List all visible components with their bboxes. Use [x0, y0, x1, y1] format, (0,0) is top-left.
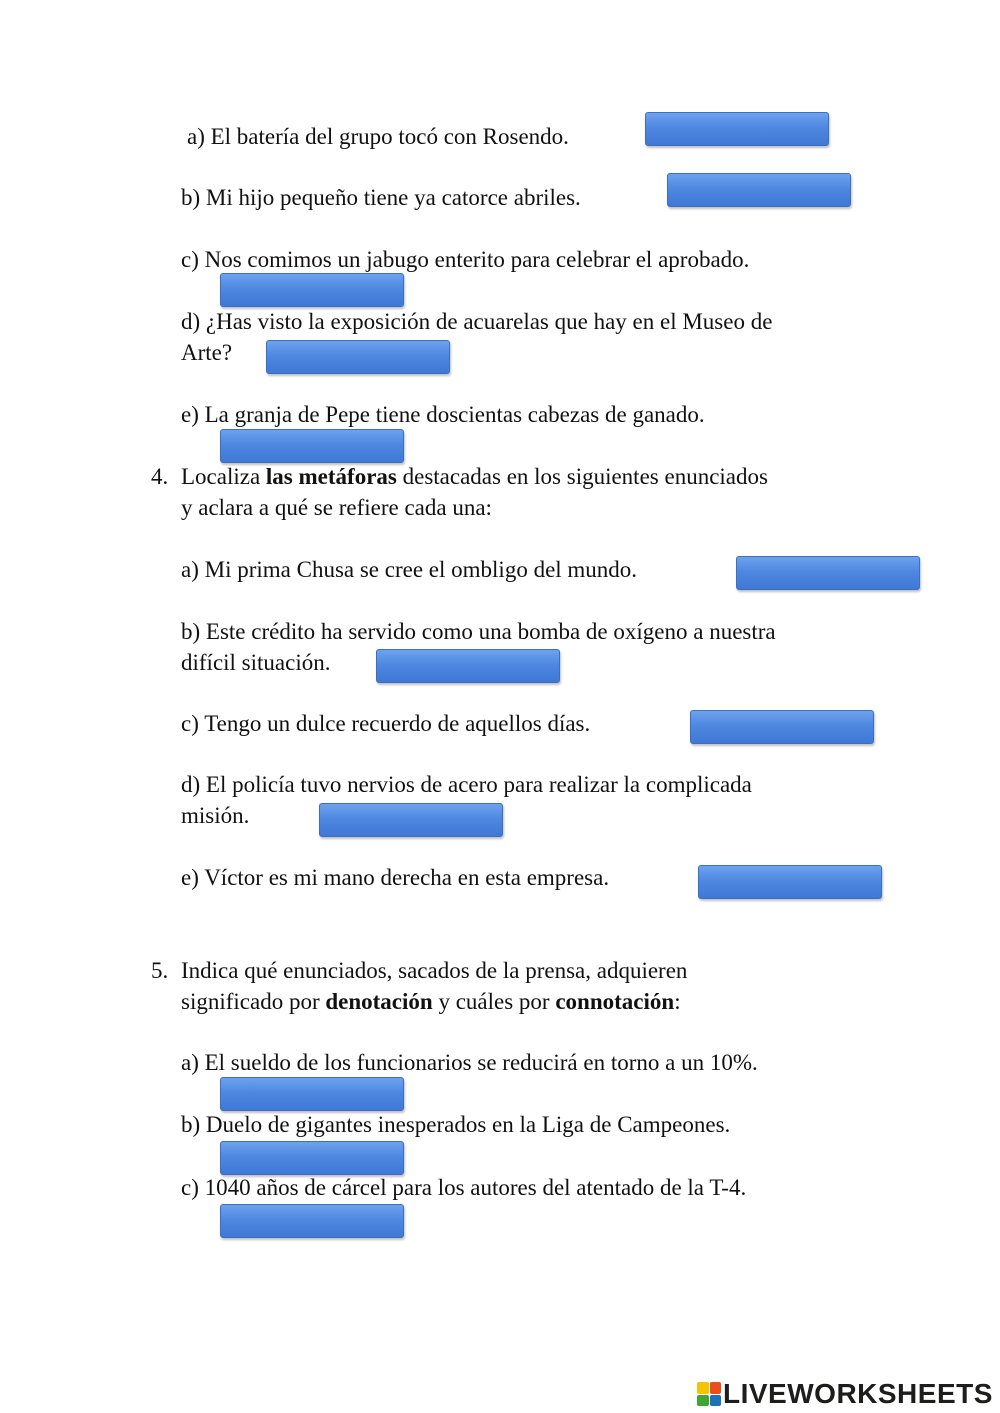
question-5-prompt-part-b: y cuáles por	[432, 989, 556, 1014]
question-5-prompt-part-a: significado por	[181, 989, 326, 1014]
answer-box-prev-a[interactable]	[645, 112, 829, 146]
liveworksheets-logo-text: LIVEWORKSHEETS	[723, 1378, 993, 1409]
logo-square-2	[710, 1382, 722, 1394]
q5-answer-box-b[interactable]	[220, 1141, 404, 1175]
answer-box-prev-d[interactable]	[266, 340, 450, 374]
logo-square-4	[710, 1395, 722, 1407]
item-prev-d-line1: d) ¿Has visto la exposición de acuarelas que hay en el Museo de	[181, 309, 773, 334]
question-5-bold-connotacion: connotación	[555, 989, 675, 1014]
answer-box-prev-c[interactable]	[220, 273, 404, 307]
q5-item-b: b) Duelo de gigantes inesperados en la Liga de Campeones.	[181, 1112, 731, 1137]
q4-answer-box-d[interactable]	[319, 803, 503, 837]
q4-answer-box-b[interactable]	[376, 649, 560, 683]
question-4-prompt-line1	[181, 461, 768, 492]
q4-answer-box-e[interactable]	[698, 865, 882, 899]
answer-box-prev-b[interactable]	[667, 173, 851, 207]
question-5-prompt-line1: Indica qué enunciados, sacados de la prensa, adquieren	[181, 958, 688, 983]
item-prev-d-line2: Arte?	[181, 340, 233, 365]
item-prev-b: b) Mi hijo pequeño tiene ya catorce abriles.	[181, 185, 581, 210]
question-5-number: 5.	[151, 958, 169, 983]
q4-answer-box-a[interactable]	[736, 556, 920, 590]
question-5-bold-denotacion: denotación	[325, 989, 433, 1014]
q4-item-a: a) Mi prima Chusa se cree el ombligo del mundo.	[181, 557, 638, 582]
q5-answer-box-c[interactable]	[220, 1204, 404, 1238]
liveworksheets-logo	[697, 1378, 993, 1410]
item-prev-a: a) El batería del grupo tocó con Rosendo.	[187, 124, 569, 149]
answer-box-prev-e[interactable]	[220, 429, 404, 463]
q5-item-c: c) 1040 años de cárcel para los autores del atentado de la T-4.	[181, 1175, 747, 1200]
item-prev-c: c) Nos comimos un jabugo enterito para celebrar el aprobado.	[181, 247, 750, 272]
question-4-prompt-line2: y aclara a qué se refiere cada una:	[181, 495, 492, 520]
q4-item-b-line2: difícil situación.	[181, 650, 331, 675]
q5-item-a: a) El sueldo de los funcionarios se reducirá en torno a un 10%.	[181, 1050, 758, 1075]
logo-square-1	[697, 1382, 709, 1394]
q4-item-d-line2: misión.	[181, 803, 250, 828]
q4-item-b-line1: b) Este crédito ha servido como una bomba de oxígeno a nuestra	[181, 619, 776, 644]
q4-item-e: e) Víctor es mi mano derecha en esta empresa.	[181, 865, 610, 890]
q5-answer-box-a[interactable]	[220, 1077, 404, 1111]
question-4-prompt-part2: destacadas en los siguientes enunciados	[396, 464, 768, 489]
question-5-prompt-part-c: :	[674, 989, 681, 1014]
q4-item-d-line1: d) El policía tuvo nervios de acero para realizar la complicada	[181, 772, 752, 797]
question-4-prompt-bold: las metáforas	[265, 464, 397, 489]
question-4-prompt-part1: Localiza	[181, 464, 266, 489]
question-5-prompt-line2	[181, 986, 681, 1017]
question-4-number: 4.	[151, 464, 169, 489]
item-prev-e: e) La granja de Pepe tiene doscientas cabezas de ganado.	[181, 402, 705, 427]
q4-item-c: c) Tengo un dulce recuerdo de aquellos días.	[181, 711, 591, 736]
logo-square-3	[697, 1395, 709, 1407]
q4-answer-box-c[interactable]	[690, 710, 874, 744]
liveworksheets-logo-icon	[697, 1382, 721, 1406]
